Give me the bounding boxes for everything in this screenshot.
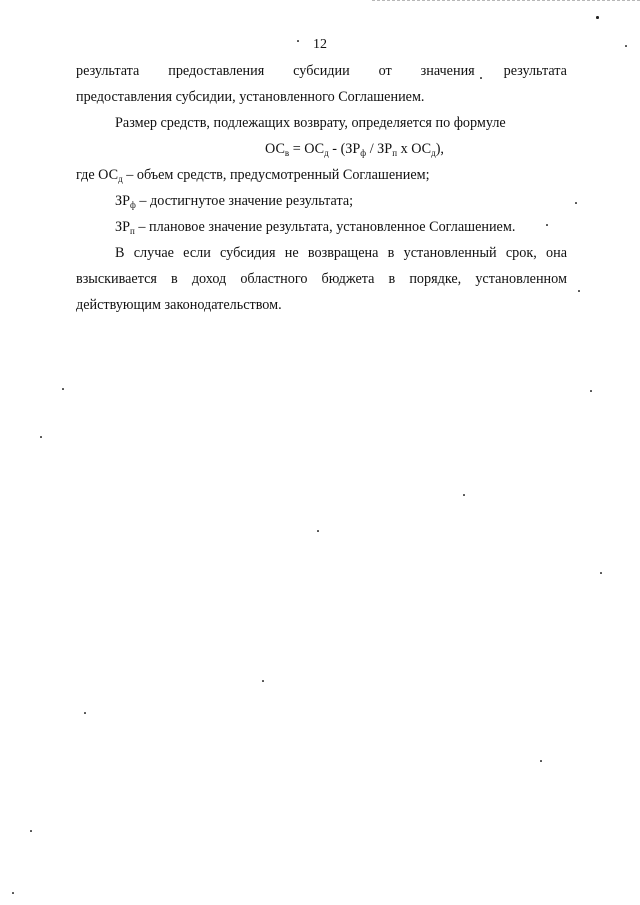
formula-lhs: ОС (265, 141, 285, 157)
word: не (284, 245, 299, 261)
word: значения (420, 63, 475, 79)
scan-speck (596, 16, 599, 19)
word: в (171, 271, 178, 287)
term: где ОС (76, 167, 119, 183)
scan-speck (62, 388, 64, 390)
formula-part: х ОС (397, 141, 432, 157)
subscript: в (284, 148, 290, 158)
subscript: п (130, 226, 135, 236)
word: если (183, 245, 211, 261)
scan-speck (625, 45, 627, 47)
paragraph-6-line-2 (76, 266, 567, 292)
word: порядке, (409, 271, 462, 287)
term: ЗР (115, 219, 130, 235)
subscript: п (392, 148, 398, 158)
paragraph-1-line-2: предоставления субсидии, установленного Соглашением. (76, 89, 425, 105)
word: областного (240, 271, 308, 287)
scan-speck (600, 572, 602, 574)
scan-speck (480, 77, 482, 79)
word: в (387, 245, 395, 261)
word: срок, (505, 245, 537, 261)
definition: – плановое значение результата, установленное Соглашением. (134, 219, 516, 235)
word: В (115, 245, 125, 261)
formula-part: ), (435, 141, 444, 157)
scan-speck (297, 40, 299, 42)
word: субсидии (293, 63, 350, 79)
word: результата (503, 63, 567, 79)
scan-speck (317, 530, 319, 532)
word: от (378, 63, 392, 79)
paragraph-5 (76, 214, 567, 240)
formula-part: = ОС (289, 141, 325, 157)
formula-part: / ЗР (366, 141, 393, 157)
subscript: ф (130, 200, 136, 210)
scan-speck (40, 436, 42, 438)
word: предоставления (168, 63, 265, 79)
definition: – достигнутое значение результата; (135, 193, 354, 209)
scan-speck (590, 390, 592, 392)
scan-speck (84, 712, 86, 714)
word: субсидия (220, 245, 276, 261)
scan-speck (30, 830, 32, 832)
scan-speck (12, 892, 14, 894)
subscript: д (324, 148, 329, 158)
paragraph-6-line-3: действующим законодательством. (76, 297, 282, 313)
formula (76, 136, 567, 162)
page-number: 12 (313, 37, 327, 52)
paragraph-6-line-1 (76, 240, 567, 266)
formula-part: - (ЗР (328, 141, 361, 157)
word: возвращена (307, 245, 379, 261)
scan-edge-mark (372, 0, 640, 3)
scan-speck (262, 680, 264, 682)
scan-speck (463, 494, 465, 496)
term: ЗР (115, 193, 130, 209)
word: результата (76, 63, 140, 79)
scan-speck (546, 224, 548, 226)
definition: – объем средств, предусмотренный Соглашением; (122, 167, 430, 183)
word: установленном (475, 271, 567, 287)
scan-speck (540, 760, 542, 762)
scan-speck (575, 202, 577, 204)
word: в (388, 271, 396, 287)
paragraph-1-line-1 (76, 58, 567, 84)
paragraph-3 (76, 162, 567, 188)
subscript: д (431, 148, 436, 158)
word: она (546, 245, 567, 261)
word: доход (191, 271, 227, 287)
scan-speck (578, 290, 580, 292)
subscript: ф (360, 148, 367, 158)
word: установленный (403, 245, 497, 261)
paragraph-4 (76, 188, 567, 214)
document-body (76, 58, 567, 318)
word: бюджета (321, 271, 375, 287)
word: случае (133, 245, 174, 261)
paragraph-2: Размер средств, подлежащих возврату, определяется по формуле (115, 115, 506, 131)
word: взыскивается (76, 271, 157, 287)
subscript: д (118, 174, 123, 184)
